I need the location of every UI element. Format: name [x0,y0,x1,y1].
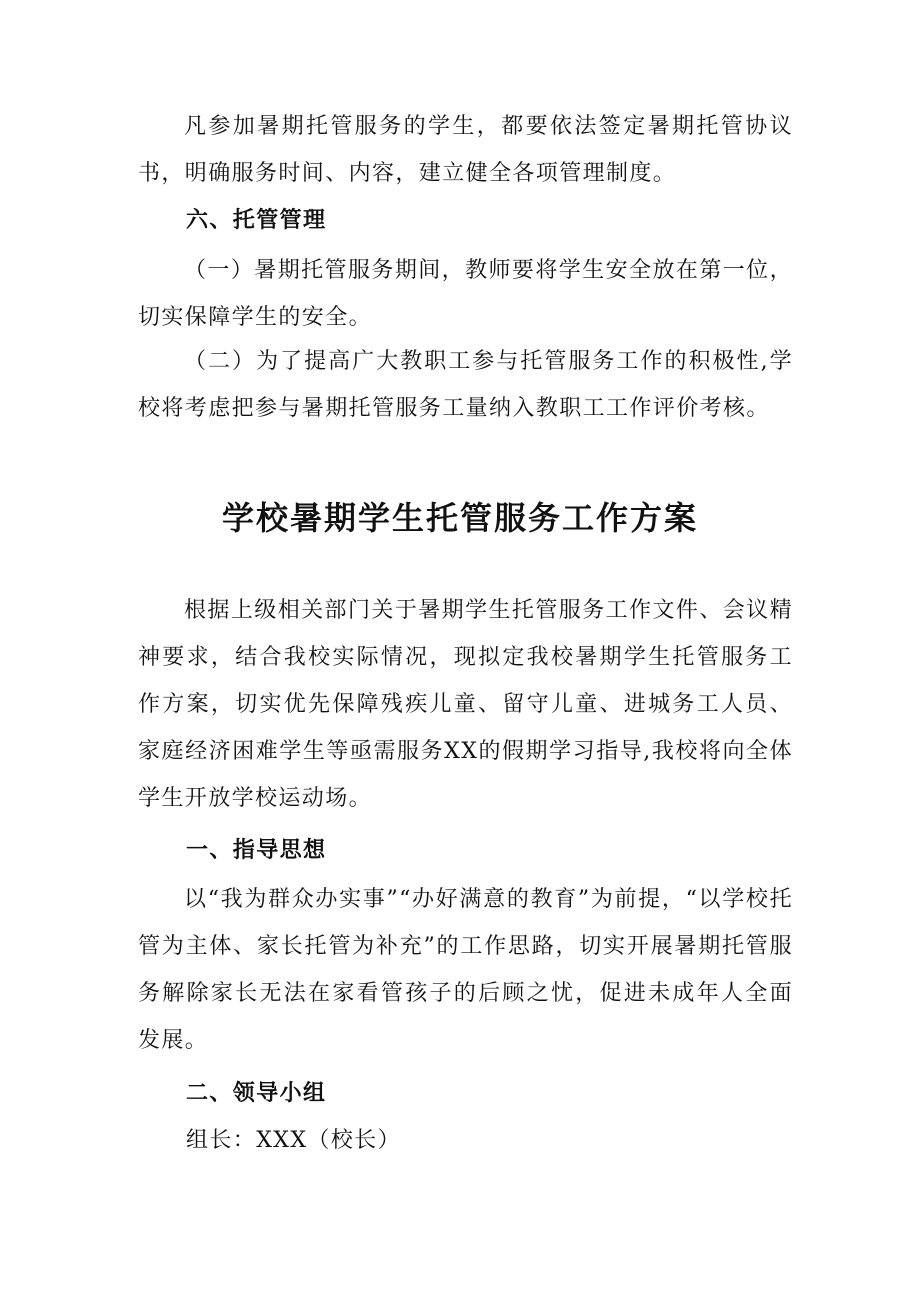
heading-section-2: 二、领导小组 [186,1081,327,1106]
group-leader-line: 组长：XXX（校长） [186,1128,401,1153]
document-title: 学校暑期学生托管服务工作方案 [221,499,698,537]
guiding-thought-paragraph: 以“我为群众办实事”“办好满意的教育”为前提，“以学校托管为主体、家长托管为补充”的工作思路，切实开展暑期托管服务解除家长无法在家看管孩子的后顾之忧，促进未成年人全面发展。 [138,887,793,1053]
management-item-1: （一）暑期托管服务期间，教师要将学生安全放在第一位，切实保障学生的安全。 [138,258,793,330]
heading-section-1: 一、指导思想 [186,838,327,863]
heading-section-6: 六、托管管理 [186,208,327,233]
prev-intro-paragraph: 凡参加暑期托管服务的学生，都要依法签定暑期托管协议书，明确服务时间、内容，建立健全各项管理制度。 [138,114,793,186]
main-intro-paragraph: 根据上级相关部门关于暑期学生托管服务工作文件、会议精神要求，结合我校实际情况，现拟定我校暑期学生托管服务工作方案，切实优先保障残疾儿童、留守儿童、进城务工人员、家庭经济困难学生等亟需服务XX的假期学习指导,我校将向全体学生开放学校运动场。 [138,598,793,811]
management-item-2: （二）为了提高广大教职工参与托管服务工作的积极性,学校将考虑把参与暑期托管服务工量纳入教职工工作评价考核。 [138,349,793,421]
